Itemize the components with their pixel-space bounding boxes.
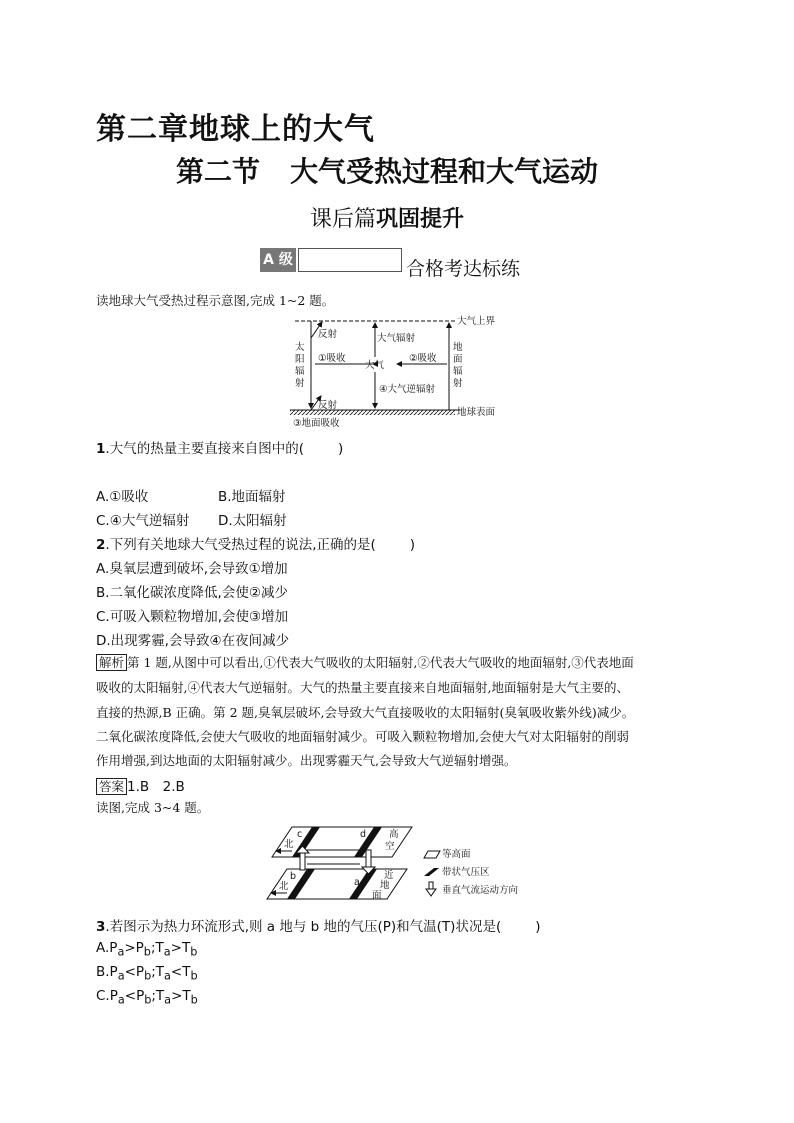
- section-name: 大气受热过程和大气运动: [290, 155, 599, 188]
- label-atm-radiation: 大气辐射: [377, 333, 416, 344]
- q2-text: .下列有关地球大气受热过程的说法,正确的是(: [105, 537, 376, 553]
- label-ground-absorb: ③地面吸收: [293, 418, 340, 429]
- section-number: 第二节: [176, 155, 261, 188]
- label-near-3: 面: [372, 890, 382, 901]
- q3-number: 3: [96, 919, 106, 935]
- label-near-1: 近: [384, 870, 394, 881]
- analysis-tag: 解析: [96, 654, 127, 671]
- left-updraft-arrow: [300, 852, 305, 870]
- q1-option-d[interactable]: D.太阳辐射: [218, 513, 287, 529]
- label-high-1: 高: [389, 829, 399, 840]
- question-3: [96, 915, 541, 935]
- label-north-bottom: 北: [279, 881, 289, 892]
- answer-tag: 答案: [96, 778, 127, 795]
- label-absorb2: ②吸收: [409, 353, 437, 364]
- q3-option-b[interactable]: $B.P_a<P_b;T_a<T_b$: [96, 964, 198, 983]
- q1-option-b[interactable]: B.地面辐射: [218, 489, 286, 505]
- q2-close: ): [409, 537, 416, 553]
- q3-close: ): [535, 919, 541, 935]
- label-b: b: [290, 871, 297, 882]
- q3-option-c[interactable]: $C.P_a<P_b;T_a>T_b$: [96, 988, 198, 1007]
- subtitle: [310, 202, 464, 233]
- label-north-top: 北: [284, 839, 294, 850]
- label-d: d: [360, 829, 367, 840]
- q3-text: .若图示为热力环流形式,则 a 地与 b 地的气压(P)和气温(T)状况是(: [105, 919, 502, 935]
- analysis-line-3: 直接的热源,B 正确。第 2 题,臭氧层破坏,会导致大气直接吸收的太阳辐射(臭氧吸收紫外线)减少。: [96, 705, 635, 720]
- legend-band-icon: [424, 868, 439, 876]
- legend-plane-label: 等高面: [442, 849, 471, 860]
- label-high-2: 空: [385, 841, 395, 852]
- q2-number: 2: [96, 537, 106, 553]
- chapter-title: 第二章地球上的大气: [96, 112, 375, 147]
- right-downdraft-arrow: [366, 850, 371, 868]
- q1-options-row-2: [96, 509, 287, 529]
- label-ground-rad-4: 射: [453, 378, 463, 389]
- heat-process-diagram: [285, 312, 515, 432]
- label-c: c: [297, 829, 303, 840]
- legend-flow-label: 垂直气流运动方向: [442, 885, 519, 896]
- question-2: [96, 533, 415, 553]
- analysis-line-5: 作用增强,到达地面的太阳辐射减少。出现雾霾天气,会导致大气逆辐射增强。: [96, 753, 517, 768]
- q2-option-b[interactable]: B.二氧化碳浓度降低,会使②减少: [96, 585, 288, 601]
- label-atmosphere: 大气: [365, 360, 385, 371]
- legend-band-label: 带状气压区: [442, 867, 490, 878]
- q1-options-row-1: [96, 485, 286, 505]
- label-reflect-bottom: 反射: [318, 400, 338, 411]
- level-badge: A 级: [260, 248, 296, 272]
- answer-text: 1.B 2.B: [127, 779, 185, 795]
- label-solar-1: 太: [295, 342, 305, 353]
- q2-option-c[interactable]: C.可吸入颗粒物增加,会使③增加: [96, 609, 289, 625]
- intro-2: 读图,完成 3~4 题。: [96, 800, 210, 815]
- analysis-line-2: 吸收的太阳辐射,④代表大气逆辐射。大气的热量主要直接来自地面辐射,地面辐射是大气主要的、: [96, 680, 629, 695]
- label-counter-radiation: ④大气逆辐射: [379, 384, 436, 395]
- q2-option-a[interactable]: A.臭氧层遭到破坏,会导致①增加: [96, 561, 288, 577]
- question-1: [96, 437, 343, 457]
- answer-line: [96, 775, 185, 795]
- label-earth-surface: 地球表面: [457, 407, 496, 418]
- level-blank-box: [298, 248, 402, 272]
- label-ground-rad-1: 地: [453, 342, 463, 353]
- label-solar-2: 阳: [295, 354, 305, 365]
- label-absorb1: ①吸收: [318, 353, 346, 364]
- analysis-text-1: 第 1 题,从图中可以看出,①代表大气吸收的太阳辐射,②代表大气吸收的地面辐射,③代表地面: [127, 655, 634, 670]
- q1-text: .大气的热量主要直接来自图中的(: [105, 441, 304, 457]
- subtitle-bold: 巩固提升: [376, 207, 465, 232]
- label-solar-4: 射: [295, 378, 305, 389]
- label-reflect-top: 反射: [318, 329, 338, 340]
- intro-1: 读地球大气受热过程示意图,完成 1~2 题。: [96, 293, 335, 308]
- analysis-line-1: [96, 653, 634, 671]
- q1-option-c[interactable]: C.④大气逆辐射: [96, 513, 190, 529]
- ground-hatch: [290, 410, 455, 415]
- label-top-boundary: 大气上界: [457, 316, 496, 327]
- level-label: 合格考达标练: [406, 258, 521, 280]
- q2-option-d[interactable]: D.出现雾霾,会导致④在夜间减少: [96, 633, 290, 649]
- section-title: [176, 150, 598, 190]
- subtitle-plain: 课后篇: [310, 207, 377, 232]
- thermal-circulation-diagram: [262, 822, 542, 902]
- q3-option-a[interactable]: $A.P_a>P_b;T_a>T_b$: [96, 940, 198, 959]
- label-solar-3: 辐: [295, 366, 305, 377]
- q1-number: 1: [96, 441, 106, 457]
- label-a: a: [354, 877, 360, 888]
- q1-close: ): [337, 441, 344, 457]
- label-ground-rad-2: 面: [453, 354, 463, 365]
- label-ground-rad-3: 辐: [453, 366, 463, 377]
- q1-option-a[interactable]: A.①吸收: [96, 489, 149, 505]
- analysis-line-4: 二氧化碳浓度降低,会使大气吸收的地面辐射减少。可吸入颗粒物增加,会使大气对太阳辐射的削弱: [96, 729, 629, 744]
- label-near-2: 地: [380, 880, 390, 891]
- legend-plane-icon: [424, 851, 440, 858]
